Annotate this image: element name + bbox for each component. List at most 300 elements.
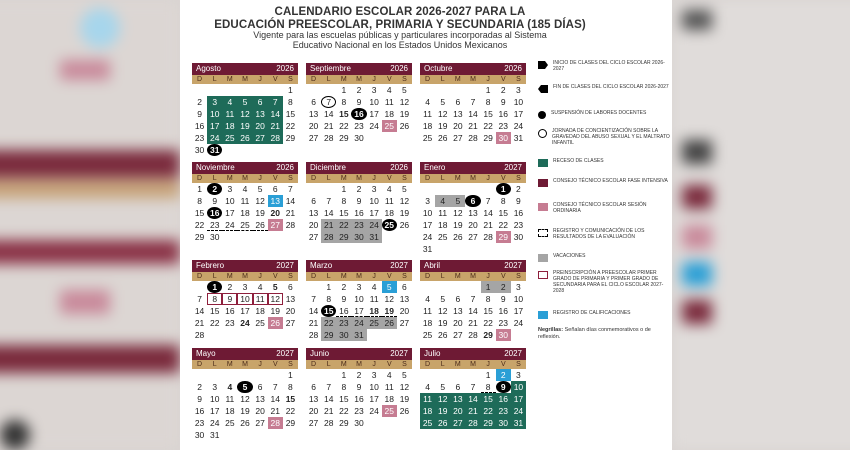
weekday-label: L bbox=[212, 175, 217, 182]
empty-cell bbox=[420, 369, 435, 381]
day-cell: 28 bbox=[194, 330, 205, 340]
day-cell: 13 bbox=[468, 208, 478, 218]
weekday-label: L bbox=[440, 175, 445, 182]
day-cell: 8 bbox=[485, 294, 491, 304]
day-cell: 9 bbox=[197, 394, 202, 404]
weekday-header bbox=[306, 174, 412, 183]
day-cell: 9 bbox=[356, 97, 362, 107]
empty-cell bbox=[306, 281, 321, 293]
day-cell: 24 bbox=[511, 405, 526, 417]
month-year: 2027 bbox=[504, 261, 522, 270]
day-cell: 30 bbox=[513, 232, 524, 242]
day-cell: 13 bbox=[285, 294, 296, 304]
dot-icon bbox=[538, 111, 546, 119]
empty-cell bbox=[465, 281, 480, 293]
day-cell: 4 bbox=[425, 97, 430, 107]
month-header bbox=[420, 260, 526, 272]
legend-item bbox=[538, 253, 585, 262]
weekday-label: M bbox=[470, 361, 476, 368]
day-cell: 24 bbox=[369, 406, 379, 416]
weekday-header bbox=[306, 272, 412, 281]
day-cell: 16 bbox=[498, 306, 508, 316]
day-cell: 3 bbox=[207, 96, 222, 108]
empty-cell bbox=[207, 369, 222, 381]
day-cell: 21 bbox=[468, 318, 478, 328]
day-cell: 25 bbox=[382, 120, 397, 132]
weekday-label: V bbox=[386, 361, 392, 368]
day-cell: 30 bbox=[496, 329, 511, 341]
month-junio bbox=[306, 348, 412, 429]
month-header bbox=[420, 162, 526, 174]
weekday-label: M bbox=[226, 361, 233, 368]
day-cell: 13 bbox=[308, 394, 319, 404]
day-cell: 7 bbox=[311, 294, 316, 304]
negrillas-label: Negrillas: bbox=[538, 327, 564, 333]
day-cell: 13 bbox=[453, 306, 463, 316]
day-cell: 16 bbox=[194, 406, 205, 416]
day-cell: 28 bbox=[468, 133, 478, 143]
day-cell: 30 bbox=[336, 329, 351, 341]
day-cell: 12 bbox=[453, 208, 463, 218]
day-cell: 14 bbox=[285, 196, 296, 206]
day-cell: 23 bbox=[225, 318, 235, 328]
day-cell: 29 bbox=[285, 418, 296, 428]
day-cell: 14 bbox=[308, 306, 319, 316]
month-year: 2026 bbox=[276, 163, 294, 172]
arrow-right-icon bbox=[538, 61, 548, 69]
day-cell: 25 bbox=[422, 330, 433, 340]
day-cell: 5 bbox=[272, 282, 278, 292]
month-year: 2027 bbox=[276, 349, 294, 358]
day-cell: 26 bbox=[399, 220, 410, 230]
empty-cell bbox=[253, 84, 268, 96]
day-cell: 7 bbox=[197, 294, 202, 304]
day-cell: 26 bbox=[399, 121, 410, 131]
legend-swatch bbox=[538, 254, 548, 262]
empty-cell bbox=[306, 369, 321, 381]
weekday-label: M bbox=[226, 76, 233, 83]
weekday-label: S bbox=[516, 175, 521, 182]
weekday-label: D bbox=[425, 273, 431, 280]
day-cell: 14 bbox=[323, 394, 334, 404]
weekday-label: L bbox=[326, 361, 331, 368]
day-cell: 14 bbox=[483, 208, 493, 218]
day-cell: 28 bbox=[285, 220, 296, 230]
day-cell: 14 bbox=[468, 109, 478, 119]
day-cell: 29 bbox=[483, 133, 493, 143]
day-cell: 7 bbox=[470, 97, 476, 107]
day-cell: 16 bbox=[496, 393, 511, 405]
day-cell: 11 bbox=[225, 394, 235, 404]
day-cell: 23 bbox=[496, 405, 511, 417]
day-cell: 18 bbox=[422, 318, 433, 328]
day-cell: 11 bbox=[423, 109, 432, 119]
day-cell: 15 bbox=[285, 394, 296, 404]
day-cell: 16 bbox=[513, 208, 524, 218]
weekday-label: S bbox=[516, 361, 521, 368]
day-cell: 11 bbox=[369, 294, 379, 304]
day-cell: 27 bbox=[453, 133, 463, 143]
day-cell: 4 bbox=[222, 96, 237, 108]
month-header bbox=[192, 63, 298, 75]
weekday-label: J bbox=[486, 76, 490, 83]
day-cell: 15 bbox=[339, 109, 349, 119]
weekday-header bbox=[420, 360, 526, 369]
day-cell: 17 bbox=[369, 208, 379, 218]
legend-item bbox=[538, 84, 669, 93]
day-cell: 25 bbox=[222, 132, 237, 144]
weekday-label: D bbox=[425, 76, 431, 83]
day-cell: 9 bbox=[500, 97, 506, 107]
day-cell: 5 bbox=[237, 96, 252, 108]
subtitle-line-1: Vigente para las escuelas públicas y particulares incorporadas al Sistema bbox=[253, 30, 547, 40]
day-cell: 17 bbox=[209, 406, 220, 416]
day-cell: 31 bbox=[422, 244, 433, 254]
day-cell: 26 bbox=[237, 132, 252, 144]
month-agosto bbox=[192, 63, 298, 156]
legend-swatch bbox=[538, 179, 548, 187]
day-cell: 2 bbox=[356, 85, 362, 95]
day-cell: 15 bbox=[194, 208, 205, 218]
weekday-label: J bbox=[486, 273, 490, 280]
weekday-label: M bbox=[356, 76, 362, 83]
weekday-label: M bbox=[454, 175, 461, 182]
arrow-left-icon bbox=[538, 85, 548, 93]
day-cell: 11 bbox=[384, 382, 394, 392]
legend-label: CONSEJO TÉCNICO ESCOLAR SESIÓN ORDINARIA bbox=[553, 202, 647, 214]
month-name: Abril bbox=[424, 261, 441, 270]
weekday-label: J bbox=[372, 273, 376, 280]
day-cell: 23 bbox=[194, 133, 205, 143]
day-cell: 23 bbox=[498, 121, 508, 131]
day-cell: 24 bbox=[209, 418, 220, 428]
day-cell: 25 bbox=[422, 133, 433, 143]
day-cell: 15 bbox=[209, 306, 220, 316]
weekday-label: M bbox=[470, 273, 476, 280]
day-cell: 21 bbox=[483, 220, 493, 230]
empty-cell bbox=[420, 281, 435, 293]
day-cell: 11 bbox=[420, 393, 435, 405]
weekday-label: D bbox=[197, 361, 203, 368]
month-year: 2027 bbox=[390, 349, 408, 358]
day-cell: 19 bbox=[270, 306, 280, 316]
weekday-label: S bbox=[402, 76, 407, 83]
day-cell: 27 bbox=[468, 232, 478, 242]
month-name: Octubre bbox=[424, 64, 453, 73]
day-cell: 27 bbox=[268, 219, 283, 231]
day-cell: 6 bbox=[311, 97, 316, 107]
legend-item bbox=[538, 228, 670, 240]
empty-cell bbox=[420, 183, 435, 195]
day-cell: 29 bbox=[321, 329, 336, 341]
weekday-label: M bbox=[242, 361, 248, 368]
empty-cell bbox=[435, 84, 450, 96]
weekday-label: S bbox=[516, 76, 521, 83]
day-cell: 6 bbox=[257, 382, 263, 392]
day-cell: 5 bbox=[257, 184, 263, 194]
day-cell: 21 bbox=[323, 121, 334, 131]
legend-item bbox=[538, 310, 631, 319]
weekday-label: M bbox=[226, 175, 233, 182]
day-cell: 11 bbox=[253, 293, 268, 305]
day-cell: 14 bbox=[194, 306, 205, 316]
weekday-label: D bbox=[311, 175, 317, 182]
day-cell: 6 bbox=[272, 184, 278, 194]
day-cell: 15 bbox=[483, 109, 493, 119]
day-cell: 31 bbox=[513, 133, 524, 143]
day-cell: 16 bbox=[225, 306, 235, 316]
day-cell: 3 bbox=[425, 196, 430, 206]
title-line-2: EDUCACIÓN PREESCOLAR, PRIMARIA Y SECUNDARIA (185 DÍAS) bbox=[214, 19, 586, 31]
legend-label: VACACIONES bbox=[553, 253, 586, 259]
day-cell: 20 bbox=[453, 121, 463, 131]
day-cell: 2 bbox=[227, 282, 233, 292]
weekday-label: J bbox=[372, 175, 376, 182]
day-cell: 16 bbox=[351, 108, 366, 120]
weekday-label: M bbox=[470, 76, 476, 83]
day-cell: 2 bbox=[207, 183, 222, 195]
day-cell: 7 bbox=[470, 294, 476, 304]
day-cell: 31 bbox=[511, 417, 526, 429]
empty-cell bbox=[192, 369, 207, 381]
day-cell: 19 bbox=[453, 220, 463, 230]
day-cell: 25 bbox=[225, 418, 235, 428]
empty-cell bbox=[321, 84, 336, 96]
day-cell: 19 bbox=[382, 305, 397, 317]
day-cell: 12 bbox=[399, 196, 410, 206]
day-cell: 18 bbox=[222, 120, 237, 132]
day-cell: 21 bbox=[270, 406, 280, 416]
day-cell: 7 bbox=[485, 196, 491, 206]
day-cell: 4 bbox=[371, 282, 377, 292]
weekday-header bbox=[192, 174, 298, 183]
empty-cell bbox=[237, 84, 252, 96]
day-cell: 1 bbox=[326, 282, 332, 292]
day-cell: 6 bbox=[402, 282, 407, 292]
day-cell: 30 bbox=[194, 430, 205, 440]
day-cell: 20 bbox=[308, 406, 319, 416]
day-cell: 17 bbox=[513, 306, 524, 316]
day-cell: 31 bbox=[351, 329, 366, 341]
day-cell: 12 bbox=[237, 108, 252, 120]
day-cell: 22 bbox=[339, 121, 349, 131]
day-cell: 8 bbox=[207, 293, 222, 305]
weekday-label: V bbox=[272, 361, 278, 368]
day-cell: 29 bbox=[336, 231, 351, 243]
weekday-header bbox=[420, 174, 526, 183]
legend-label: JORNADA DE CONCIENTIZACIÓN SOBRE LA GRAVEDAD DEL ABUSO SEXUAL Y EL MALTRATO INFANTIL bbox=[552, 128, 670, 146]
day-cell: 7 bbox=[321, 96, 336, 108]
day-cell: 2 bbox=[516, 184, 521, 194]
day-cell: 29 bbox=[285, 133, 296, 143]
day-cell: 3 bbox=[516, 85, 521, 95]
day-cell: 2 bbox=[341, 282, 347, 292]
legend-swatch bbox=[538, 203, 548, 211]
month-year: 2026 bbox=[276, 64, 294, 73]
day-cell: 18 bbox=[422, 121, 433, 131]
day-cell: 11 bbox=[384, 97, 394, 107]
negrillas-text: Señalan días conmemorativos o de reflexión. bbox=[538, 327, 651, 340]
day-cell: 9 bbox=[197, 109, 202, 119]
day-cell: 22 bbox=[483, 121, 493, 131]
empty-cell bbox=[435, 369, 450, 381]
day-cell: 1 bbox=[207, 281, 222, 293]
day-cell: 27 bbox=[453, 330, 463, 340]
day-grid bbox=[420, 369, 526, 429]
day-cell: 27 bbox=[450, 417, 465, 429]
weekday-label: J bbox=[258, 361, 262, 368]
day-cell: 2 bbox=[500, 85, 506, 95]
day-cell: 3 bbox=[371, 370, 377, 380]
calendar-title bbox=[180, 6, 620, 32]
legend-label: FIN DE CLASES DEL CICLO ESCOLAR 2026-2027 bbox=[553, 84, 669, 90]
day-cell: 1 bbox=[496, 183, 511, 195]
day-cell: 11 bbox=[423, 306, 432, 316]
empty-cell bbox=[481, 183, 496, 195]
day-cell: 26 bbox=[437, 330, 448, 340]
day-cell: 12 bbox=[268, 293, 283, 305]
day-cell: 10 bbox=[513, 97, 524, 107]
day-cell: 4 bbox=[257, 282, 263, 292]
day-cell: 13 bbox=[308, 208, 319, 218]
day-cell: 8 bbox=[326, 294, 332, 304]
weekday-label: L bbox=[440, 361, 445, 368]
weekday-label: L bbox=[326, 175, 331, 182]
day-cell: 19 bbox=[437, 318, 448, 328]
calendar-page bbox=[180, 0, 672, 450]
day-cell: 22 bbox=[194, 220, 205, 230]
day-cell: 25 bbox=[437, 232, 448, 242]
day-cell: 8 bbox=[500, 196, 506, 206]
month-header bbox=[306, 260, 412, 272]
day-cell: 6 bbox=[288, 282, 293, 292]
empty-cell bbox=[465, 369, 480, 381]
empty-cell bbox=[450, 369, 465, 381]
day-cell: 22 bbox=[339, 406, 349, 416]
legend-swatch bbox=[538, 311, 548, 319]
day-cell: 4 bbox=[386, 370, 392, 380]
day-cell: 10 bbox=[209, 394, 220, 404]
weekday-label: M bbox=[340, 273, 347, 280]
negrillas-note bbox=[538, 327, 668, 340]
weekday-label: M bbox=[242, 76, 248, 83]
month-name: Junio bbox=[310, 349, 330, 358]
day-cell: 8 bbox=[288, 97, 293, 107]
day-cell: 8 bbox=[288, 382, 293, 392]
day-cell: 10 bbox=[422, 208, 433, 218]
day-cell: 23 bbox=[354, 406, 364, 416]
day-cell: 23 bbox=[513, 220, 524, 230]
day-cell: 1 bbox=[485, 85, 491, 95]
month-header bbox=[192, 260, 298, 272]
day-cell: 3 bbox=[371, 85, 377, 95]
month-header bbox=[306, 348, 412, 360]
weekday-label: M bbox=[356, 361, 362, 368]
day-cell: 17 bbox=[513, 109, 524, 119]
legend-label: REGISTRO DE CALIFICACIONES bbox=[553, 310, 631, 316]
legend-label: PREINSCRIPCIÓN A PREESCOLAR PRIMER GRADO DE PRIMARIA Y PRIMER GRADO DE SECUNDARIA PARA EL CICLO ESCOLAR 2027-2028 bbox=[553, 270, 664, 294]
day-cell: 4 bbox=[386, 85, 392, 95]
empty-cell bbox=[237, 369, 252, 381]
day-cell: 26 bbox=[268, 317, 283, 329]
day-cell: 24 bbox=[422, 232, 433, 242]
day-cell: 8 bbox=[341, 382, 347, 392]
weekday-header bbox=[306, 75, 412, 84]
day-cell: 18 bbox=[384, 208, 394, 218]
day-cell: 5 bbox=[440, 294, 446, 304]
weekday-label: V bbox=[272, 175, 278, 182]
day-cell: 6 bbox=[311, 382, 316, 392]
month-septiembre bbox=[306, 63, 412, 144]
month-header bbox=[192, 348, 298, 360]
month-abril bbox=[420, 260, 526, 341]
day-cell: 18 bbox=[225, 406, 235, 416]
day-cell: 2 bbox=[496, 281, 511, 293]
day-cell: 2 bbox=[197, 382, 202, 392]
dashed-box-icon bbox=[538, 229, 548, 237]
day-cell: 8 bbox=[481, 381, 496, 393]
weekday-header bbox=[306, 360, 412, 369]
day-cell: 12 bbox=[437, 306, 448, 316]
month-name: Mayo bbox=[196, 349, 216, 358]
weekday-label: V bbox=[272, 273, 278, 280]
legend-label: RECESO DE CLASES bbox=[553, 158, 604, 164]
weekday-label: M bbox=[340, 76, 347, 83]
day-cell: 6 bbox=[465, 195, 480, 207]
month-octubre bbox=[420, 63, 526, 144]
day-cell: 20 bbox=[253, 120, 268, 132]
weekday-label: M bbox=[340, 361, 347, 368]
day-cell: 16 bbox=[194, 121, 205, 131]
day-cell: 13 bbox=[308, 109, 319, 119]
weekday-label: V bbox=[500, 76, 506, 83]
day-cell: 25 bbox=[367, 317, 382, 329]
month-marzo bbox=[306, 260, 412, 341]
day-cell: 1 bbox=[197, 184, 202, 194]
day-cell: 28 bbox=[468, 330, 478, 340]
day-cell: 31 bbox=[207, 144, 222, 156]
weekday-label: S bbox=[402, 175, 407, 182]
empty-cell bbox=[465, 183, 480, 195]
day-cell: 25 bbox=[382, 219, 397, 231]
day-cell: 10 bbox=[513, 294, 524, 304]
weekday-label: L bbox=[212, 76, 217, 83]
day-cell: 22 bbox=[285, 406, 296, 416]
day-cell: 9 bbox=[496, 381, 511, 393]
day-cell: 1 bbox=[481, 281, 496, 293]
day-cell: 28 bbox=[321, 231, 336, 243]
day-cell: 1 bbox=[288, 85, 293, 95]
weekday-label: V bbox=[386, 273, 392, 280]
day-cell: 17 bbox=[369, 109, 379, 119]
day-cell: 11 bbox=[240, 196, 250, 206]
day-cell: 16 bbox=[336, 305, 351, 317]
legend-item bbox=[538, 60, 670, 72]
day-cell: 3 bbox=[516, 370, 521, 380]
day-cell: 24 bbox=[351, 317, 366, 329]
day-cell: 18 bbox=[437, 220, 448, 230]
day-cell: 7 bbox=[326, 382, 332, 392]
weekday-label: M bbox=[470, 175, 476, 182]
day-cell: 4 bbox=[242, 184, 248, 194]
month-name: Diciembre bbox=[310, 163, 347, 172]
day-cell: 26 bbox=[437, 133, 448, 143]
day-grid bbox=[420, 84, 526, 144]
weekday-label: V bbox=[386, 175, 392, 182]
day-cell: 22 bbox=[209, 318, 220, 328]
day-cell: 29 bbox=[483, 330, 493, 340]
empty-cell bbox=[268, 84, 283, 96]
